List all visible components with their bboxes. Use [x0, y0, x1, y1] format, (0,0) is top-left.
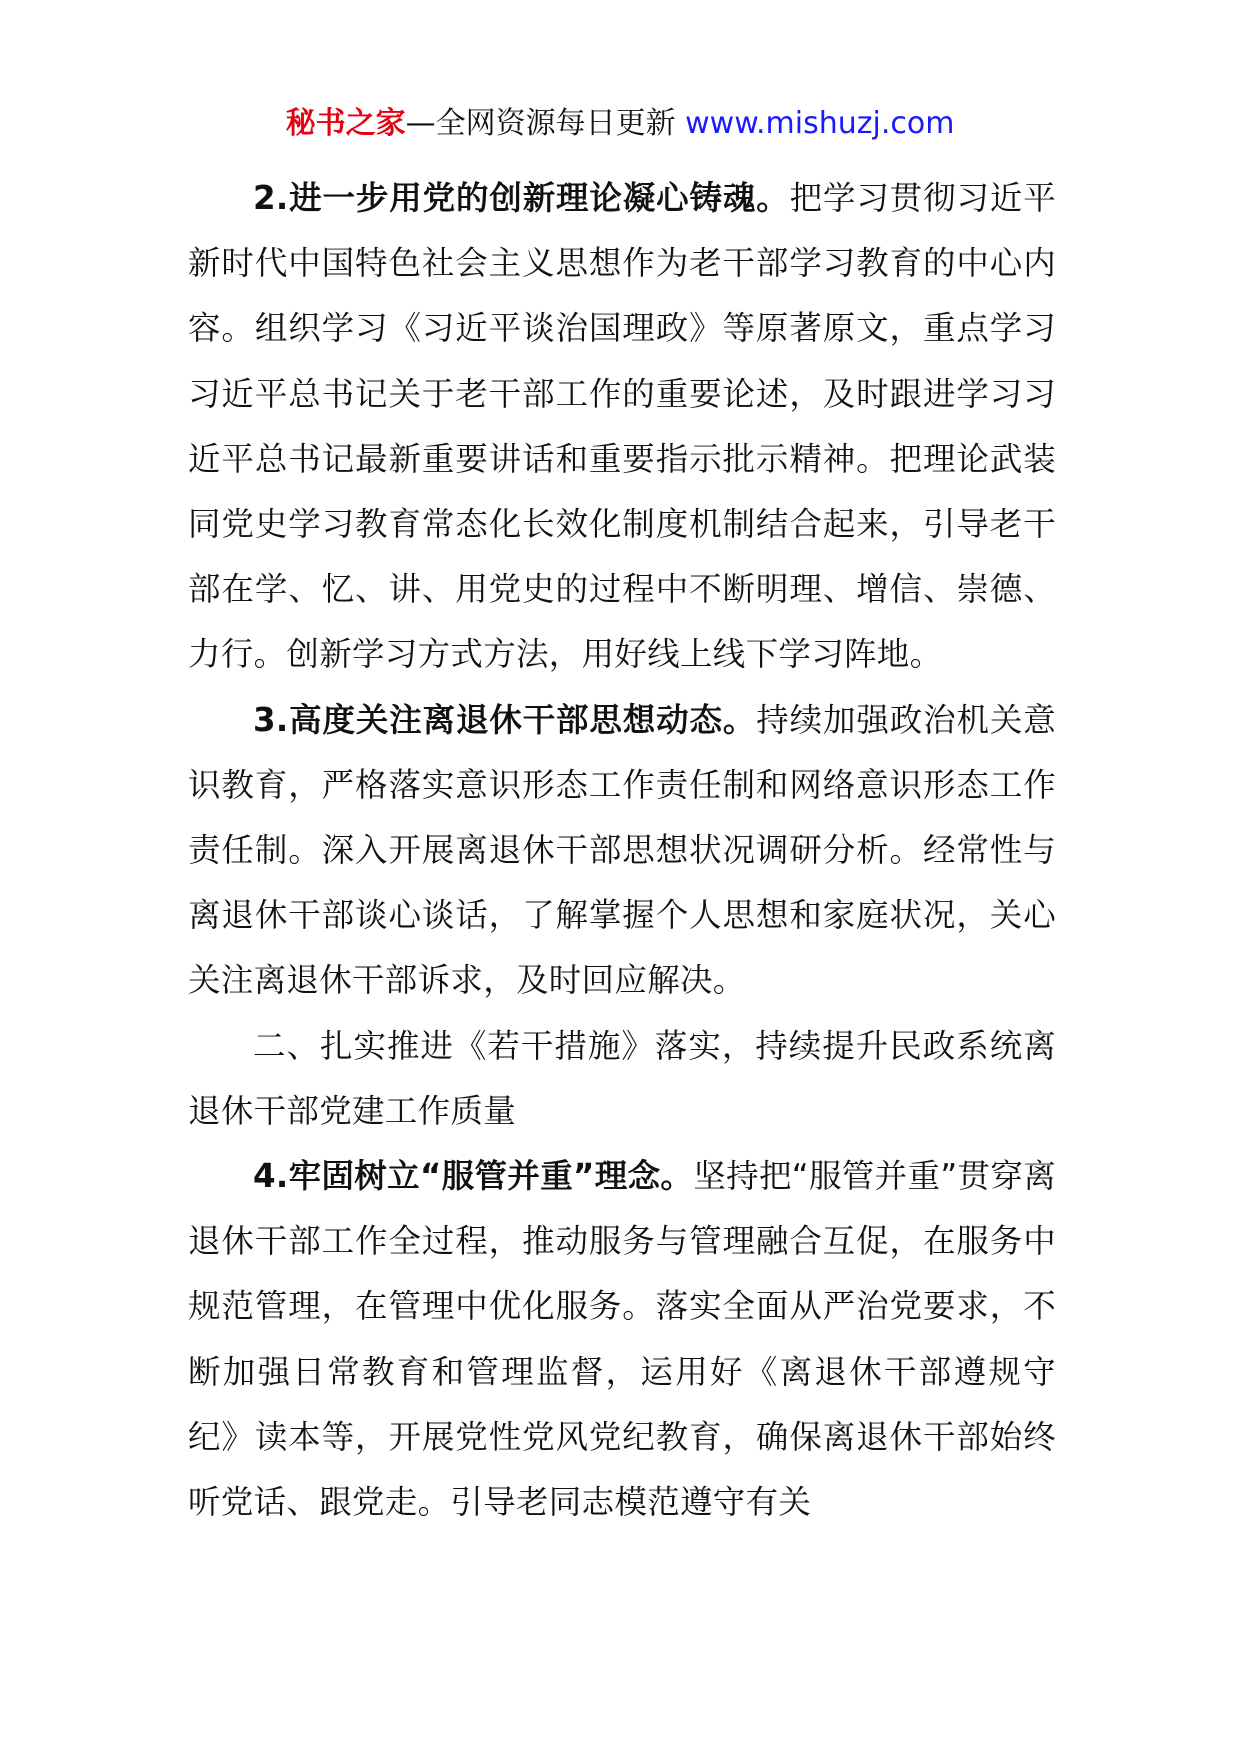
paragraph-item-3	[188, 688, 1056, 1014]
section-heading	[188, 1014, 1056, 1144]
paragraph-lead: 2.进一步用党的创新理论凝心铸魂。	[253, 179, 790, 217]
paragraph-lead: 4.牢固树立“服管并重”理念。	[253, 1157, 694, 1196]
paragraph-text: 坚持把“服管并重”贯穿离退休干部工作全过程，推动服务与管理融合互促，在服务中规范管理，在管理中优化服务。落实全面从严治党要求，不断加强日常教育和管理监督，运用好《离退休干部遵规守纪》读本等，开展党性党风党纪教育，确保离退休干部始终听党话、跟党走。引导老同志模范遵守有关	[188, 1157, 1056, 1522]
section-heading-text: 二、扎实推进《若干措施》落实，持续提升民政系统离退休干部党建工作质量	[188, 1026, 1056, 1130]
paragraph-text: 持续加强政治机关意识教育，严格落实意识形态工作责任制和网络意识形态工作责任制。深入开展离退休干部思想状况调研分析。经常性与离退休干部谈心谈话，了解掌握个人思想和家庭状况，关心关注离退休干部诉求，及时回应解决。	[188, 700, 1056, 1000]
header-brand: 秘书之家	[285, 106, 406, 141]
paragraph-lead: 3.高度关注离退休干部思想动态。	[253, 700, 757, 739]
header-tagline: —全网资源每日更新	[405, 106, 676, 141]
paragraph-item-4	[188, 1144, 1056, 1535]
header-url-link[interactable]: www.mishuzj.com	[685, 106, 955, 141]
paragraph-item-2	[188, 166, 1056, 688]
paragraph-text: 把学习贯彻习近平新时代中国特色社会主义思想作为老干部学习教育的中心内容。组织学习《习近平谈治国理政》等原著原文，重点学习习近平总书记关于老干部工作的重要论述，及时跟进学习习近平总书记最新重要讲话和重要指示批示精神。把理论武装同党史学习教育常态化长效化制度机制结合起来，引导老干部在学、忆、讲、用党史的过程中不断明理、增信、崇德、力行。创新学习方式方法，用好线上线下学习阵地。	[188, 179, 1057, 674]
document-body	[188, 166, 1056, 1535]
page-header	[0, 104, 1240, 144]
